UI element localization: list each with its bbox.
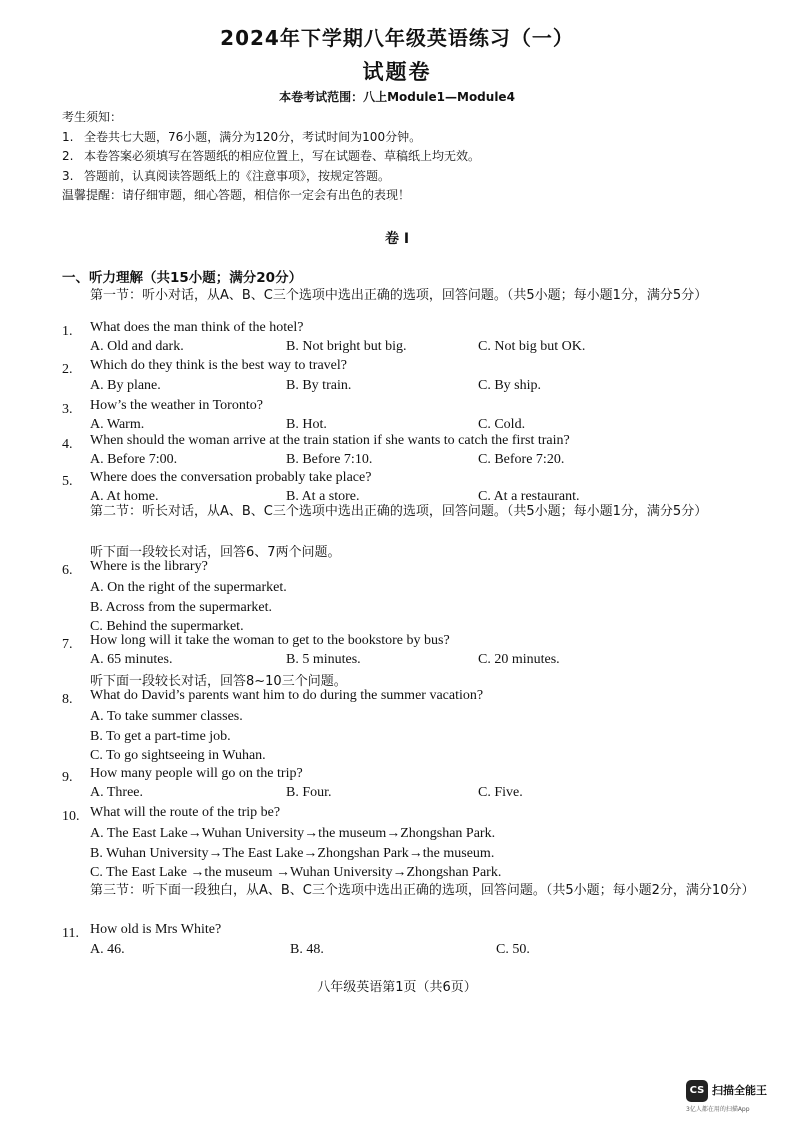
- option-a: A. Before 7:00.: [90, 452, 178, 467]
- option-c: C. The East Lake →the museum →Wuhan University→Zhongshan Park.: [90, 865, 502, 880]
- notice-tip: 温馨提醒：请仔细审题，细心答题，相信你一定会有出色的表现！: [62, 188, 411, 202]
- page-footer: 八年级英语第1页（共6页）: [317, 980, 477, 995]
- option-c: C. To go sightseeing in Wuhan.: [90, 748, 266, 763]
- option-a: A. 65 minutes.: [90, 652, 173, 667]
- part3-instructions: 第三节：听下面一段独白，从A、B、C三个选项中选出正确的选项，回答问题。（共5小题；每小题2分，满分10分）: [90, 883, 755, 898]
- instruction-8-10: 听下面一段较长对话，回答8~10三个问题。: [90, 674, 347, 689]
- part2-instructions: 第二节：听长对话，从A、B、C三个选项中选出正确的选项，回答问题。（共5小题；每小题1分，满分5分）: [90, 504, 708, 519]
- part1-instructions: 第一节：听小对话，从A、B、C三个选项中选出正确的选项，回答问题。（共5小题；每小题1分，满分5分）: [90, 288, 708, 303]
- option-b: B. Wuhan University→The East Lake→Zhongshan Park→the museum.: [90, 845, 495, 861]
- option-c: C. 50.: [496, 942, 530, 957]
- option-b: B. By train.: [286, 378, 352, 393]
- option-c: C. Cold.: [478, 417, 526, 432]
- exam-page: 2024年下学期八年级英语练习（一） 试题卷 本卷考试范围：八上Module1—Module4 考生须知： 1. 全卷共七大题，76小题，满分为120分，考试时间为100分钟。 2. 本卷答案必须填写在答题纸的相应位置上，写在试题卷、草稿纸上均无效。 3. 答题前，认真阅读答题纸上的《注意事项》，按规定答题。 温馨提醒：请仔细审题，细心答题，相信你一定会有出色的表现！ 卷 I 一、听力理解（共15小题；满分20分） 第一节：听小对话，从A、B、C三个选项中选出正确的选项，回答问题。（共5小题；每小题1分，满分5分） 1. What does the man think of the hotel? A. Old and dark. B. Not bright but big. C. Not big but OK. 2. Which do they think is the best way to travel? A. By plane. B. By train. C. By ship. 3. How’s the weather in Toronto? A. Warm. B. Hot. C. Cold. 4. When should the woman arrive at the train station if she wants to catch the first train? A. Before 7:00. B. Before 7:10. C. Before 7:20. 5. Where does the conversation probably take place? A. At home. B. At a store. C. At a restaurant. 第二节：听长对话，从A、B、C三个选项中选出正确的选项，回答问题。（共5小题；每小题1分，满分5分） 听下面一段较长对话，回答6、7两个问题。 6. Where is the library? A. On the right of the supermarket. B. Across from the supermarket. C. Behind the supermarket. 7. How long will it take the woman to get to the bookstore by bus? A. 65 minutes. B. 5 minutes. C. 20 minutes. 听下面一段较长对话，回答8~10三个问题。 8. What do David’s parents want him to do during the summer vacation? A. To take summer classes. B. To get a part-time job. C. To go sightseeing in Wuhan. 9. How many people will go on the trip? A. Three. B. Four. C. Five. 10. What will the route of the trip be? A. The East Lake→Wuhan University→the museum→Zhongshan Park. B. Wuhan University→The East Lake→Zhongshan Park→the museum. C. The East Lake →the museum →Wuhan University→Zhongshan Park. 第三节：听下面一段独白，从A、B、C三个选项中选出正确的选项，回答问题。（共5小题；每小题2分，满分10分） 11. How old is Mrs White? A. 46. B. 48. C. 50. 八年级英语第1页（共6页） CS 扫描全能王 3亿人都在用的扫描App: [0, 0, 794, 1124]
- exam-scope: 本卷考试范围：八上Module1—Module4: [279, 90, 515, 104]
- option-a: A. Old and dark.: [90, 339, 184, 354]
- option-a: A. At home.: [90, 489, 159, 504]
- option-b: B. 5 minutes.: [286, 652, 361, 667]
- option-a: A. Three.: [90, 785, 143, 800]
- watermark-name: 扫描全能王: [712, 1084, 767, 1097]
- option-c: C. At a restaurant.: [478, 489, 580, 504]
- option-b: B. 48.: [290, 942, 324, 957]
- section-heading: 一、听力理解（共15小题；满分20分）: [62, 270, 303, 286]
- option-a: A. On the right of the supermarket.: [90, 580, 287, 595]
- option-c: C. Behind the supermarket.: [90, 619, 244, 634]
- option-b: B. To get a part-time job.: [90, 728, 231, 744]
- option-a: A. To take summer classes.: [90, 709, 243, 724]
- option-a: A. Warm.: [90, 417, 145, 432]
- option-b: B. Across from the supermarket.: [90, 599, 272, 615]
- page-subtitle: 试题卷: [362, 60, 432, 84]
- option-c: C. Five.: [478, 785, 523, 800]
- notice-heading: 考生须知：: [62, 110, 123, 124]
- watermark-slogan: 3亿人都在用的扫描App: [686, 1106, 750, 1113]
- option-a: A. By plane.: [90, 378, 161, 393]
- option-b: B. Before 7:10.: [286, 452, 373, 467]
- candidate-notice: [62, 108, 762, 206]
- option-b: B. Four.: [286, 785, 332, 800]
- option-c: C. Before 7:20.: [478, 452, 565, 467]
- notice-item: 1. 全卷共七大题，76小题，满分为120分，考试时间为100分钟。: [62, 129, 422, 144]
- option-b: B. Not bright but big.: [286, 339, 407, 354]
- page-title: 2024年下学期八年级英语练习（一）: [220, 26, 574, 50]
- option-c: C. 20 minutes.: [478, 652, 560, 667]
- option-b: B. At a store.: [286, 489, 360, 504]
- notice-item: 3. 答题前，认真阅读答题纸上的《注意事项》，按规定答题。: [62, 168, 391, 183]
- option-c: C. Not big but OK.: [478, 339, 586, 354]
- notice-item: 2. 本卷答案必须填写在答题纸的相应位置上，写在试题卷、草稿纸上均无效。: [62, 149, 481, 163]
- option-b: B. Hot.: [286, 417, 327, 432]
- option-a: A. 46.: [90, 942, 125, 957]
- instruction-6-7: 听下面一段较长对话，回答6、7两个问题。: [90, 545, 341, 560]
- option-c: C. By ship.: [478, 378, 542, 393]
- option-a: A. The East Lake→Wuhan University→the museum→Zhongshan Park.: [90, 826, 496, 841]
- scanner-watermark: [686, 1080, 786, 1114]
- volume-label: 卷 I: [384, 231, 410, 247]
- camscanner-logo-icon: CS: [686, 1080, 708, 1102]
